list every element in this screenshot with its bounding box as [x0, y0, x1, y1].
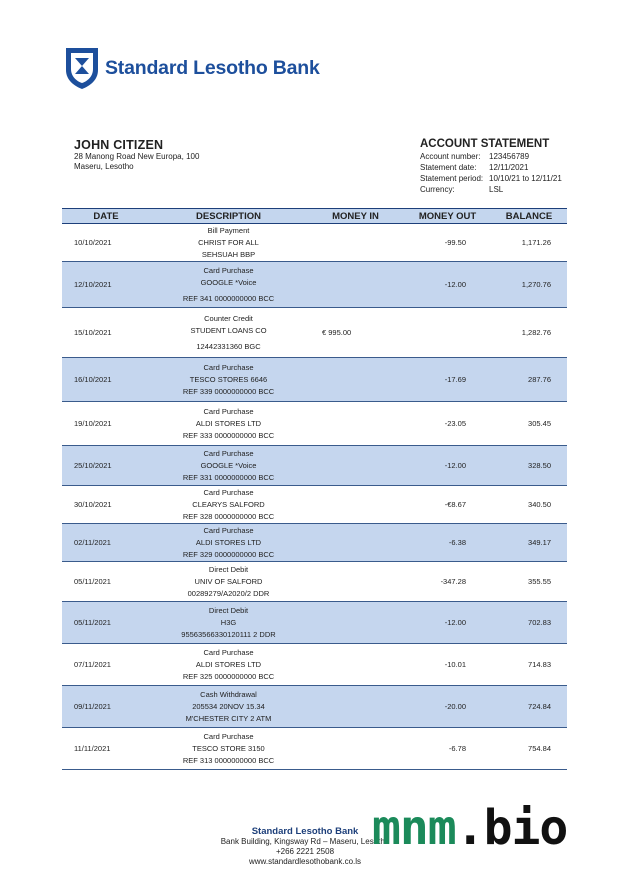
bank-name: Standard Lesotho Bank [105, 56, 320, 79]
cell-money-in [307, 562, 404, 602]
cell-money-in [307, 644, 404, 686]
desc-line: ALDI STORES LTD [195, 418, 262, 428]
cell-description [150, 402, 307, 446]
header-money-in: MONEY IN [307, 209, 404, 224]
cell-balance: 714.83 [491, 644, 567, 686]
desc-line: ALDI STORES LTD [195, 659, 262, 669]
desc-line: M'CHESTER CITY 2 ATM [185, 713, 272, 723]
watermark [372, 800, 567, 856]
cell-date: 10/10/2021 [62, 224, 150, 262]
cell-description [150, 728, 307, 770]
cell-description [150, 562, 307, 602]
desc-line: Cash Withdrawal [200, 689, 257, 699]
cell-money-out: -6.38 [404, 524, 491, 562]
customer-name: JOHN CITIZEN [74, 138, 164, 152]
cell-money-out [404, 308, 491, 358]
cell-date: 05/11/2021 [62, 602, 150, 644]
cell-date: 02/11/2021 [62, 524, 150, 562]
field-label: Statement period: [420, 174, 484, 183]
cell-description [150, 524, 307, 562]
desc-line: SEHSUAH BBP [201, 249, 256, 259]
currency-row [420, 184, 562, 195]
footer-phone: +266 2221 2508 [275, 847, 335, 856]
desc-line: H3G [220, 617, 237, 627]
cell-money-out: -€8.67 [404, 486, 491, 524]
cell-balance: 305.45 [491, 402, 567, 446]
desc-line: CHRIST FOR ALL [198, 237, 259, 247]
desc-line: GOOGLE *Voice [200, 460, 257, 470]
cell-balance: 1,282.76 [491, 308, 567, 358]
cell-description [150, 644, 307, 686]
cell-date: 15/10/2021 [62, 308, 150, 358]
desc-line: Card Purchase [203, 731, 254, 741]
table-row [62, 402, 567, 446]
header-description: DESCRIPTION [150, 209, 307, 224]
desc-line: CLEARYS SALFORD [192, 499, 265, 509]
desc-line: Card Purchase [203, 265, 254, 275]
desc-line: TESCO STORE 3150 [192, 743, 265, 753]
account-block [420, 138, 562, 195]
cell-balance: 328.50 [491, 446, 567, 486]
cell-balance: 724.84 [491, 686, 567, 728]
cell-date: 16/10/2021 [62, 358, 150, 402]
desc-line: REF 333 0000000000 BCC [182, 430, 275, 440]
cell-date: 09/11/2021 [62, 686, 150, 728]
cell-balance: 349.17 [491, 524, 567, 562]
field-label: Statement date: [420, 163, 477, 172]
field-value: 10/10/21 to 12/11/21 [489, 174, 562, 183]
watermark-part2: .bio [455, 800, 568, 856]
table-row [62, 446, 567, 486]
cell-money-in [307, 602, 404, 644]
cell-money-in [307, 358, 404, 402]
cell-money-out: -99.50 [404, 224, 491, 262]
cell-description [150, 262, 307, 308]
desc-line: Direct Debit [208, 605, 249, 615]
table-row [62, 308, 567, 358]
desc-line: 00289279/A2020/2 DDR [187, 588, 270, 598]
table-header-row [62, 209, 567, 224]
header-balance: BALANCE [491, 209, 567, 224]
cell-balance: 287.76 [491, 358, 567, 402]
field-label: Currency: [420, 185, 455, 194]
cell-money-in [307, 446, 404, 486]
cell-description [150, 486, 307, 524]
field-value: LSL [489, 185, 504, 194]
cell-description [150, 686, 307, 728]
customer-address-line1: 28 Manong Road New Europa, 100 [74, 152, 200, 161]
desc-line: Counter Credit [204, 313, 253, 323]
desc-line: REF 329 0000000000 BCC [182, 549, 275, 559]
table-row [62, 562, 567, 602]
watermark-part1: mnm [372, 800, 456, 856]
cell-description [150, 224, 307, 262]
cell-description [150, 308, 307, 358]
cell-date: 07/11/2021 [62, 644, 150, 686]
bank-shield-icon [64, 46, 100, 90]
cell-money-out: -12.00 [404, 602, 491, 644]
desc-line: REF 341 0000000000 BCC [182, 293, 275, 303]
customer-address-line2: Maseru, Lesotho [74, 162, 134, 171]
desc-line: REF 328 0000000000 BCC [182, 511, 275, 521]
footer-address: Bank Building, Kingsway Rd – Maseru, Lesotho [220, 837, 390, 846]
table-row [62, 358, 567, 402]
cell-money-in: € 995.00 [307, 308, 404, 358]
desc-line: REF 339 0000000000 BCC [182, 386, 275, 396]
cell-money-in [307, 402, 404, 446]
footer-bank-name: Standard Lesotho Bank [251, 826, 359, 837]
cell-money-out: -12.00 [404, 262, 491, 308]
field-label: Account number: [420, 152, 481, 161]
cell-date: 12/10/2021 [62, 262, 150, 308]
customer-block [74, 138, 199, 172]
cell-date: 19/10/2021 [62, 402, 150, 446]
desc-line: Card Purchase [203, 525, 254, 535]
desc-line: Direct Debit [208, 564, 249, 574]
cell-money-out: -10.01 [404, 644, 491, 686]
desc-line: Bill Payment [207, 225, 250, 235]
header-money-out: MONEY OUT [404, 209, 491, 224]
desc-line: Card Purchase [203, 647, 254, 657]
desc-line: REF 313 0000000000 BCC [182, 755, 275, 765]
cell-description [150, 358, 307, 402]
cell-balance: 754.84 [491, 728, 567, 770]
cell-money-out: -17.69 [404, 358, 491, 402]
desc-line: Card Purchase [203, 362, 254, 372]
statement-date-row [420, 162, 562, 173]
cell-description [150, 446, 307, 486]
bank-logo [64, 46, 320, 90]
desc-line: REF 325 0000000000 BCC [182, 671, 275, 681]
cell-date: 05/11/2021 [62, 562, 150, 602]
field-value: 123456789 [489, 152, 530, 161]
desc-line: Card Purchase [203, 487, 254, 497]
field-value: 12/11/2021 [489, 163, 529, 172]
table-row [62, 224, 567, 262]
cell-money-out: -6.78 [404, 728, 491, 770]
table-row [62, 602, 567, 644]
cell-money-in [307, 686, 404, 728]
cell-money-in [307, 224, 404, 262]
desc-line: 12442331360 BGC [196, 341, 261, 351]
cell-date: 25/10/2021 [62, 446, 150, 486]
cell-money-out: -12.00 [404, 446, 491, 486]
header-date: DATE [62, 209, 150, 224]
desc-line: REF 331 0000000000 BCC [182, 472, 275, 482]
cell-balance: 340.50 [491, 486, 567, 524]
table-row [62, 728, 567, 770]
desc-line: TESCO STORES 6646 [189, 374, 268, 384]
cell-money-out: -23.05 [404, 402, 491, 446]
desc-line: 205534 20NOV 15.34 [192, 701, 265, 711]
transactions-table [62, 208, 567, 770]
cell-balance: 702.83 [491, 602, 567, 644]
account-number-row [420, 151, 562, 162]
desc-line: STUDENT LOANS CO [190, 325, 267, 335]
table-row [62, 262, 567, 308]
cell-description [150, 602, 307, 644]
cell-money-in [307, 486, 404, 524]
statement-title: ACCOUNT STATEMENT [420, 138, 550, 150]
cell-balance: 1,270.76 [491, 262, 567, 308]
footer-website: www.standardlesothobank.co.ls [248, 857, 362, 866]
cell-money-in [307, 262, 404, 308]
table-row [62, 524, 567, 562]
table-row [62, 686, 567, 728]
statement-period-row [420, 173, 562, 184]
desc-line: ALDI STORES LTD [195, 537, 262, 547]
desc-line: Card Purchase [203, 406, 254, 416]
cell-balance: 1,171.26 [491, 224, 567, 262]
desc-line: Card Purchase [203, 448, 254, 458]
cell-date: 11/11/2021 [62, 728, 150, 770]
table-row [62, 486, 567, 524]
cell-balance: 355.55 [491, 562, 567, 602]
cell-money-out: -20.00 [404, 686, 491, 728]
cell-money-out: -347.28 [404, 562, 491, 602]
desc-line: GOOGLE *Voice [200, 277, 257, 287]
desc-line: 95563566330120111 2 DDR [181, 629, 276, 639]
cell-money-in [307, 728, 404, 770]
desc-line: UNIV OF SALFORD [194, 576, 263, 586]
cell-money-in [307, 524, 404, 562]
table-row [62, 644, 567, 686]
cell-date: 30/10/2021 [62, 486, 150, 524]
